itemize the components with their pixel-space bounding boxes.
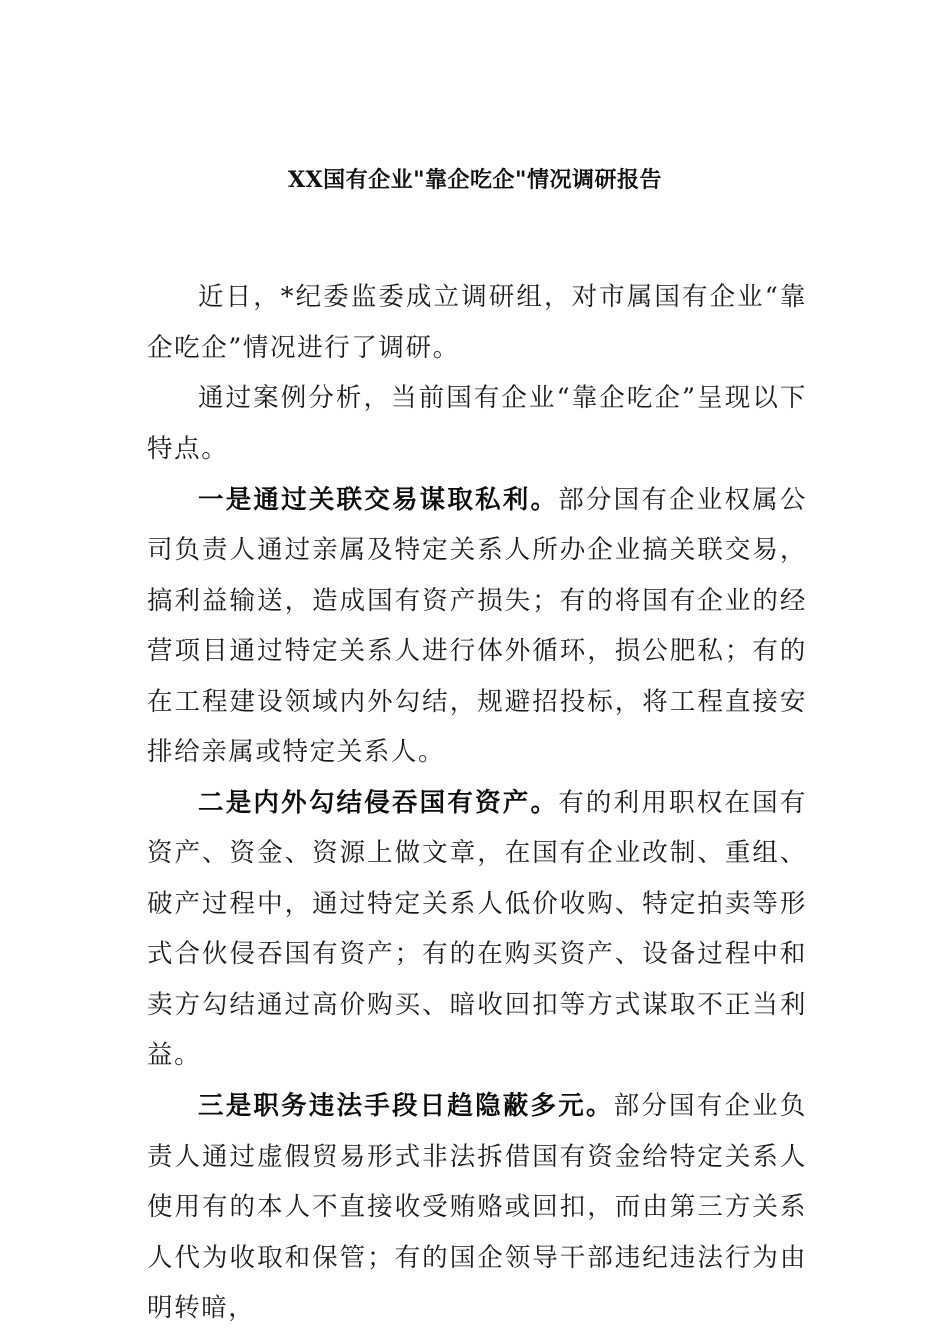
document-body bbox=[147, 272, 807, 1334]
paragraph-text: 部分国有企业权属公司负责人通过亲属及特定关系人所办企业搞关联交易，搞利益输送，造成国有资产损失；有的将国有企业的经营项目通过特定关系人进行体外循环，损公肥私；有的在工程建设领域内外勾结，规避招投标，将工程直接安排给亲属或特定关系人。 bbox=[147, 484, 807, 768]
paragraph-point-two bbox=[147, 778, 807, 1081]
paragraph-lead-heading: 三是职务违法手段日趋隐蔽多元。 bbox=[198, 1091, 614, 1122]
document-title: XX国有企业"靠企吃企"情况调研报告 bbox=[287, 167, 663, 193]
paragraph-overview bbox=[147, 373, 807, 474]
paragraph-intro bbox=[147, 272, 807, 373]
paragraph-lead-heading: 一是通过关联交易谋取私利。 bbox=[198, 484, 559, 515]
paragraph-lead-heading: 二是内外勾结侵吞国有资产。 bbox=[198, 787, 559, 818]
paragraph-point-one bbox=[147, 475, 807, 778]
paragraph-text: 部分国有企业负责人通过虚假贸易形式非法拆借国有资金给特定关系人使用有的本人不直接收受贿赂或回扣，而由第三方关系人代为收取和保管；有的国企领导干部违纪违法行为由明转暗， bbox=[147, 1091, 807, 1324]
paragraph-text: 通过案例分析，当前国有企业“靠企吃企”呈现以下特点。 bbox=[147, 383, 807, 464]
paragraph-text: 有的利用职权在国有资产、资金、资源上做文章，在国有企业改制、重组、破产过程中，通过特定关系人低价收购、特定拍卖等形式合伙侵吞国有资产；有的在购买资产、设备过程中和卖方勾结通过高价购买、暗收回扣等方式谋取不正当利益。 bbox=[147, 787, 807, 1071]
paragraph-text: 近日，*纪委监委成立调研组，对市属国有企业“靠企吃企”情况进行了调研。 bbox=[147, 282, 807, 363]
paragraph-point-three bbox=[147, 1081, 807, 1334]
